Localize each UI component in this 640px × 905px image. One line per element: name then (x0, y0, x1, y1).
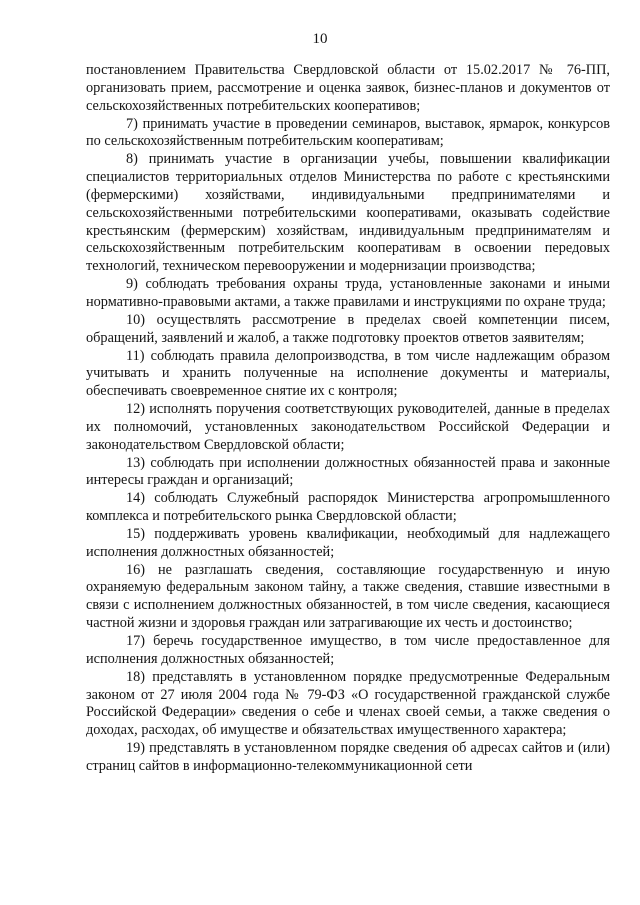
paragraph-item-13: 13) соблюдать при исполнении должностных обязанностей права и законные интересы граждан и организаций; (86, 454, 610, 489)
paragraph-continuation: постановлением Правительства Свердловской области от 15.02.2017 № 76-ПП, организовать прием, рассмотрение и оценка заявок, бизнес-планов и документов от сельскохозяйственных потребительских кооперативов; (86, 62, 610, 114)
paragraph-item-11: 11) соблюдать правила делопроизводства, в том числе надлежащим образом учитывать и хранить полученные на исполнение документы и материалы, обеспечивать своевременное снятие их с контроля; (86, 347, 610, 400)
paragraph-item-18: 18) представлять в установленном порядке предусмотренные Федеральным законом от 27 июля 2004 года № 79-ФЗ «О государственной гражданской службе Российской Федерации» сведения о себе и членах своей семьи, а также сведения о доходах, расходах, об имуществе и обязательствах имущественного характера; (86, 668, 610, 739)
paragraph-item-15: 15) поддерживать уровень квалификации, необходимый для надлежащего исполнения должностных обязанностей; (86, 525, 610, 560)
paragraph-item-14: 14) соблюдать Служебный распорядок Министерства агропромышленного комплекса и потребительского рынка Свердловской области; (86, 490, 610, 525)
paragraph-item-7: 7) принимать участие в проведении семинаров, выставок, ярмарок, конкурсов по сельскохозяйственным потребительским кооперативам; (86, 115, 610, 150)
page-number: 10 (312, 31, 328, 47)
paragraph-item-12: 12) исполнять поручения соответствующих руководителей, данные в пределах их полномочий, установленных законодательством Российской Федерации и законодательством Свердловской области; (86, 401, 610, 453)
paragraph-item-10: 10) осуществлять рассмотрение в пределах своей компетенции писем, обращений, заявлений и жалоб, а также подготовку проектов ответов заявителям; (86, 311, 610, 346)
paragraph-item-16: 16) не разглашать сведения, составляющие государственную и иную охраняемую федеральным законом тайну, а также сведения, ставшие известными в связи с исполнением должностных обязанностей, в том числе сведения, касающиеся частной жизни и здоровья граждан или затрагивающие их честь и достоинство; (86, 561, 610, 632)
paragraph-item-8: 8) принимать участие в организации учебы, повышении квалификации специалистов территориальных отделов Министерства по работе с крестьянскими (фермерскими) хозяйствами, индивидуальными предпринимателями и сельскохозяйственными потребительскими кооперативами, оказывать содействие крестьянским (фермерским) хозяйствам, индивидуальным предпринимателям и сельскохозяйственным потребительским кооперативам в освоении передовых технологий, техническом перевооружении и модернизации производства; (86, 151, 610, 275)
document-body (86, 62, 610, 776)
paragraph-item-17: 17) беречь государственное имущество, в том числе предоставленное для исполнения должностных обязанностей; (86, 633, 610, 667)
paragraph-item-9: 9) соблюдать требования охраны труда, установленные законами и иными нормативно-правовыми актами, а также правилами и инструкциями по охране труда; (86, 276, 610, 310)
paragraph-item-19: 19) представлять в установленном порядке сведения об адресах сайтов и (или) страниц сайтов в информационно-телекоммуникационной сети (86, 740, 610, 774)
